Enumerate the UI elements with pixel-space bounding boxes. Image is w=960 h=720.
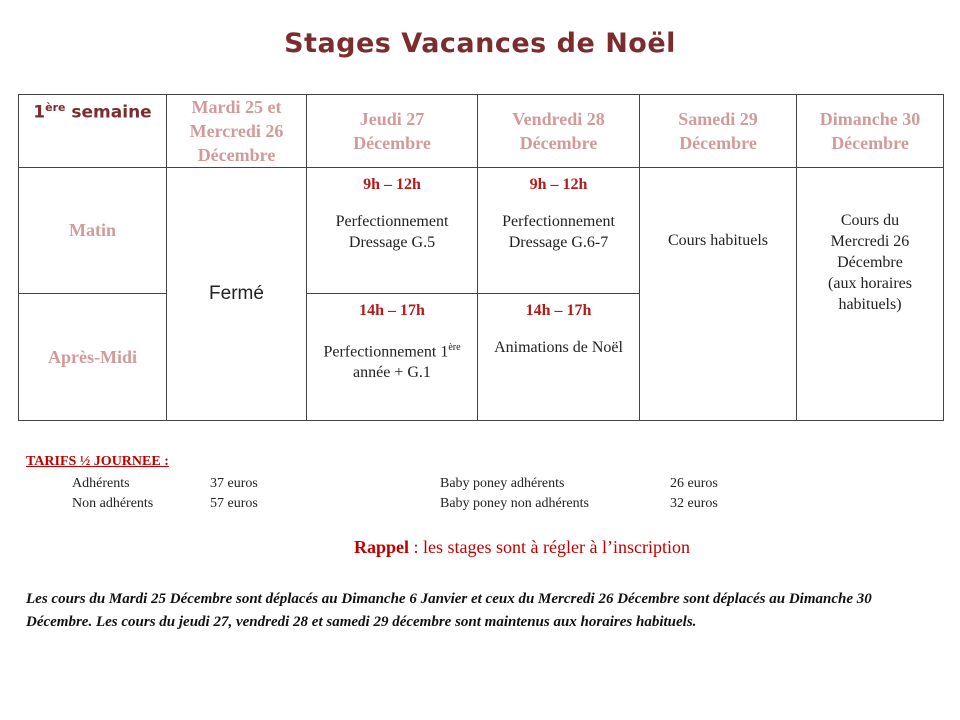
header-row <box>19 95 944 168</box>
tarif-price: 37 euros <box>210 476 258 491</box>
week-label: 1ère semaine <box>19 95 167 168</box>
tarifs-heading: TARIFS ½ JOURNEE : <box>26 454 169 469</box>
dimanche-cell: Cours du Mercredi 26 Décembre (aux horaires habituels) <box>797 168 944 421</box>
tarif-price: 57 euros <box>210 496 258 511</box>
schedule-table <box>18 94 944 421</box>
ferme-cell: Fermé <box>167 168 307 421</box>
tarif-price: 26 euros <box>670 476 718 491</box>
vendredi-aprem-cell: 14h – 17h Animations de Noël <box>478 294 640 421</box>
vendredi-matin-cell: 9h – 12h Perfectionnement Dressage G.6-7 <box>478 168 640 294</box>
tarif-label: Non adhérents <box>72 496 154 511</box>
schedule-note: Les cours du Mardi 25 Décembre sont déplacés au Dimanche 6 Janvier et ceux du Mercredi 26 Décembre sont déplacés au Dimanche 30 Décembre. Les cours du jeudi 27, vendredi 28 et samedi 29 décembre sont maintenus aux horaires habituels. <box>26 591 872 630</box>
row-matin <box>19 168 944 294</box>
header-dimanche: Dimanche 30 Décembre <box>797 95 944 168</box>
tarif-price: 32 euros <box>670 496 718 511</box>
jeudi-matin-cell: 9h – 12h Perfectionnement Dressage G.5 <box>307 168 478 294</box>
row-label-apres-midi: Après-Midi <box>19 294 167 421</box>
jeudi-aprem-cell: 14h – 17h Perfectionnement 1ère année + G.1 <box>307 294 478 421</box>
samedi-cell: Cours habituels <box>640 168 797 421</box>
header-samedi: Samedi 29 Décembre <box>640 95 797 168</box>
row-label-matin: Matin <box>19 168 167 294</box>
tarif-label: Baby poney non adhérents <box>440 496 589 511</box>
header-vendredi: Vendredi 28 Décembre <box>478 95 640 168</box>
tarif-label: Baby poney adhérents <box>440 476 565 491</box>
tarif-label: Adhérents <box>72 476 130 491</box>
rappel-notice: Rappel : les stages sont à régler à l’inscription <box>354 537 690 557</box>
page-title: Stages Vacances de Noël <box>284 28 676 59</box>
header-mardi-mercredi: Mardi 25 et Mercredi 26 Décembre <box>167 95 307 168</box>
header-jeudi: Jeudi 27 Décembre <box>307 95 478 168</box>
